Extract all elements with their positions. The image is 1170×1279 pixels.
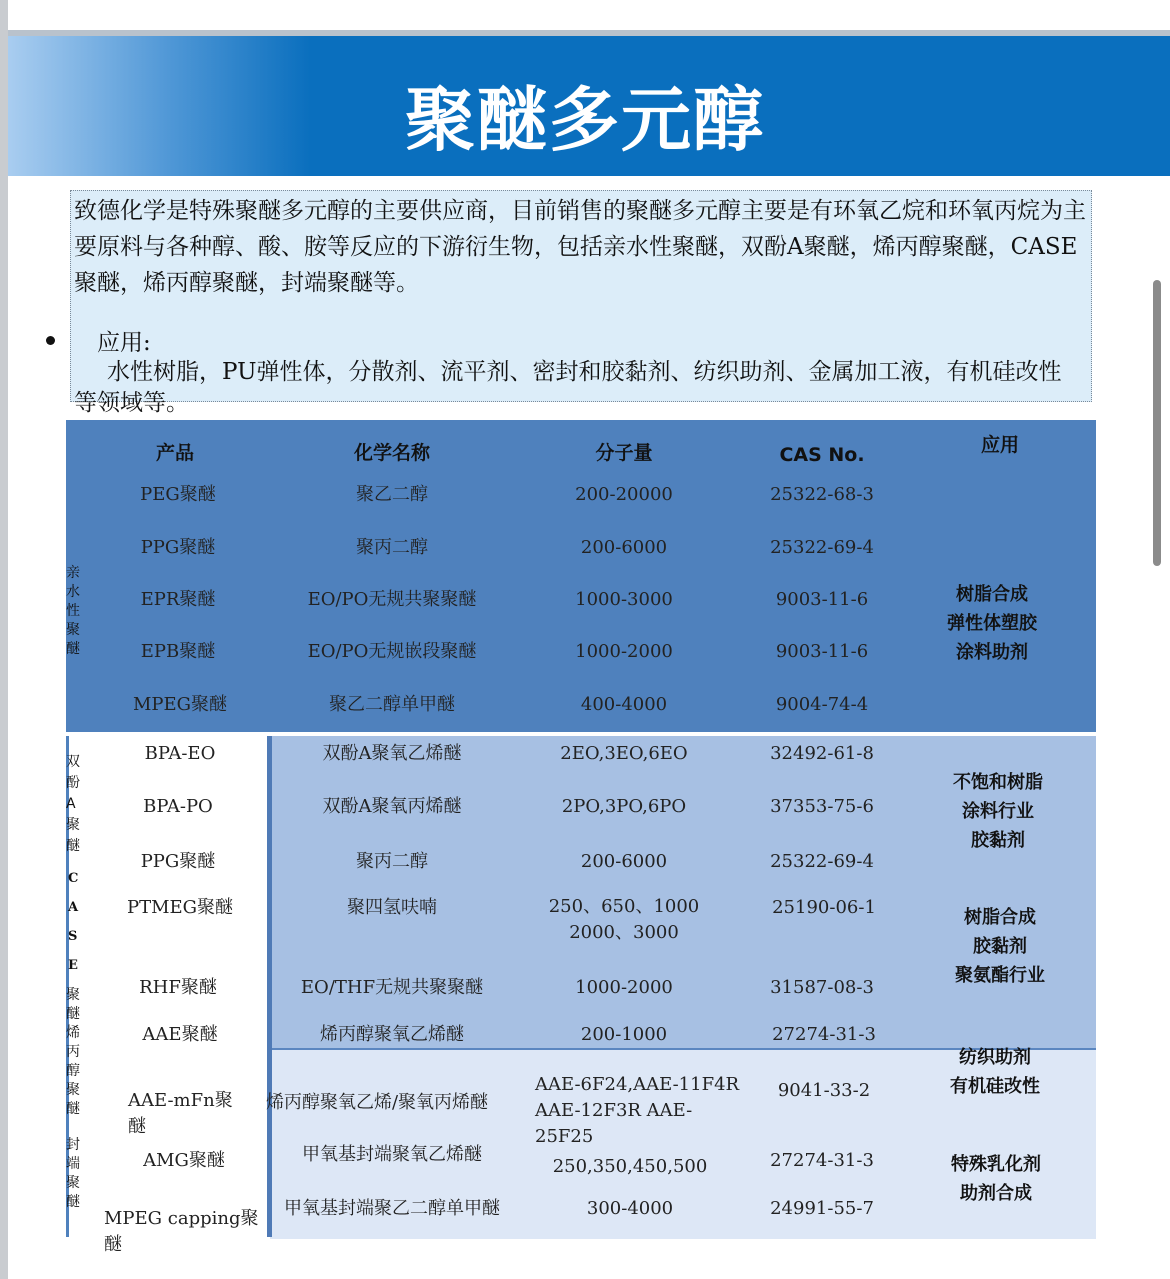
table-cell: 1000-2000: [575, 977, 673, 998]
table-cell: 200-6000: [580, 851, 668, 872]
table-cell: 甲氧基封端聚乙二醇单甲醚: [284, 1198, 500, 1219]
application-text: 水性树脂，PU弹性体，分散剂、流平剂、密封和胶黏剂、纺织助剂、金属加工液，有机硅改性等领域等。: [74, 359, 1062, 416]
table-cell: 9003-11-6: [775, 641, 869, 662]
table-cell: PEG聚醚: [140, 484, 216, 505]
table-cell: 25322-69-4: [770, 851, 874, 872]
table-cell: 双酚A聚氧丙烯醚: [322, 796, 462, 817]
table-cell: 2PO,3PO,6PO: [561, 796, 687, 817]
table-cell: AAE聚醚: [142, 1024, 218, 1045]
table-cell: PPG聚醚: [140, 851, 216, 872]
table-cell: 37353-75-6: [770, 796, 874, 817]
table-cell: 27274-31-3: [770, 1150, 874, 1171]
application-label: 应用:: [97, 330, 151, 356]
table-cell: 烯丙醇聚氧乙烯/聚氧丙烯醚: [265, 1092, 489, 1113]
table-cell: 250,350,450,500: [552, 1156, 708, 1177]
table-cell: 200-20000: [575, 484, 673, 505]
table-cell: 25190-06-1: [772, 897, 876, 918]
table-cell: PTMEG聚醚: [126, 897, 234, 918]
table-cell: 聚丙二醇: [356, 851, 428, 872]
column-header: 分子量: [595, 442, 653, 464]
table-cell: 250、650、1000 2000、3000: [548, 896, 700, 943]
table-cell: 双酚A聚氧乙烯醚: [322, 743, 462, 764]
table-cell: AMG聚醚: [143, 1150, 225, 1171]
column-header: 化学名称: [353, 442, 431, 464]
table-cell: RHF聚醚: [139, 977, 217, 998]
table-cell: BPA-PO: [143, 796, 213, 817]
table-cell: 24991-55-7: [770, 1198, 874, 1219]
column-header: CAS No.: [779, 444, 865, 466]
table-cell: 1000-3000: [575, 589, 673, 610]
table-cell: EPR聚醚: [140, 589, 216, 610]
table-cell: BPA-EO: [144, 743, 216, 764]
table-cell: 25322-68-3: [770, 484, 874, 505]
table-cell: 9041-33-2: [777, 1080, 871, 1101]
table-cell: 甲氧基封端聚氧乙烯醚: [302, 1144, 482, 1165]
application-cell: 树脂合成 弹性体塑胶 涂料助剂: [947, 584, 1037, 663]
group-label-allyl: 聚醚烯丙醇聚醚: [66, 987, 80, 1117]
table-cell: AAE-mFn聚 醚: [128, 1090, 233, 1137]
table-cell: 聚乙二醇单甲醚: [329, 694, 455, 715]
column-header: 应用: [980, 434, 1020, 456]
group-label-hydrophilic: 亲水性聚醚: [66, 565, 80, 657]
table-cell: 1000-2000: [575, 641, 673, 662]
table-cell: 2EO,3EO,6EO: [560, 743, 688, 764]
table-cell: EO/PO无规共聚聚醚: [307, 589, 477, 610]
application-cell: 纺织助剂 有机硅改性: [950, 1047, 1040, 1097]
table-cell: 200-6000: [580, 537, 668, 558]
page-title: 聚醚多元醇: [405, 79, 765, 161]
table-cell: 9004-74-4: [775, 694, 869, 715]
table-cell: 25322-69-4: [770, 537, 874, 558]
intro-box: [70, 190, 1092, 416]
table-cell: 31587-08-3: [770, 977, 874, 998]
table-cell: MPEG capping聚 醚: [104, 1208, 259, 1255]
table-cell: 聚乙二醇: [356, 484, 428, 505]
column-header: 产品: [155, 442, 195, 464]
section-hydrophilic: [66, 420, 1096, 732]
application-cell: 特殊乳化剂 助剂合成: [951, 1154, 1041, 1204]
table-cell: 烯丙醇聚氧乙烯醚: [320, 1024, 464, 1045]
table-cell: EO/PO无规嵌段聚醚: [307, 641, 477, 662]
table-cell: AAE-6F24,AAE-11F4R AAE-12F3R AAE- 25F25: [535, 1074, 740, 1147]
table-cell: 32492-61-8: [770, 743, 874, 764]
application-cell: 树脂合成 胶黏剂 聚氨酯行业: [955, 907, 1045, 986]
application-cell: 不饱和树脂 涂料行业 胶黏剂: [953, 772, 1043, 851]
table-cell: EO/THF无规共聚聚醚: [300, 977, 484, 998]
table-cell: 300-4000: [586, 1198, 674, 1219]
table-cell: EPB聚醚: [140, 641, 216, 662]
left-edge: [0, 0, 8, 1279]
table-cell: 聚四氢呋喃: [347, 897, 437, 918]
table-cell: 聚丙二醇: [356, 537, 428, 558]
group-label-capped: 封端聚醚: [66, 1137, 80, 1210]
table-cell: 400-4000: [580, 694, 668, 715]
group-label-case: CASE: [68, 871, 79, 973]
group-label-bpa: 双酚A聚醚: [66, 754, 80, 854]
table-cell: 9003-11-6: [775, 589, 869, 610]
column-divider: [267, 736, 272, 1237]
table-cell: 200-1000: [580, 1024, 668, 1045]
scrollbar[interactable]: [1153, 280, 1161, 566]
table-cell: MPEG聚醚: [132, 694, 228, 715]
intro-paragraph: 致德化学是特殊聚醚多元醇的主要供应商，目前销售的聚醚多元醇主要是有环氧乙烷和环氧丙烷为主要原料与各种醇、酸、胺等反应的下游衍生物，包括亲水性聚醚，双酚A聚醚，烯丙醇聚醚，CASE聚醚，烯丙醇聚醚，封端聚醚等。: [74, 198, 1086, 296]
table-cell: 27274-31-3: [772, 1024, 876, 1045]
bullet-icon: [46, 336, 55, 345]
table-cell: PPG聚醚: [140, 537, 216, 558]
